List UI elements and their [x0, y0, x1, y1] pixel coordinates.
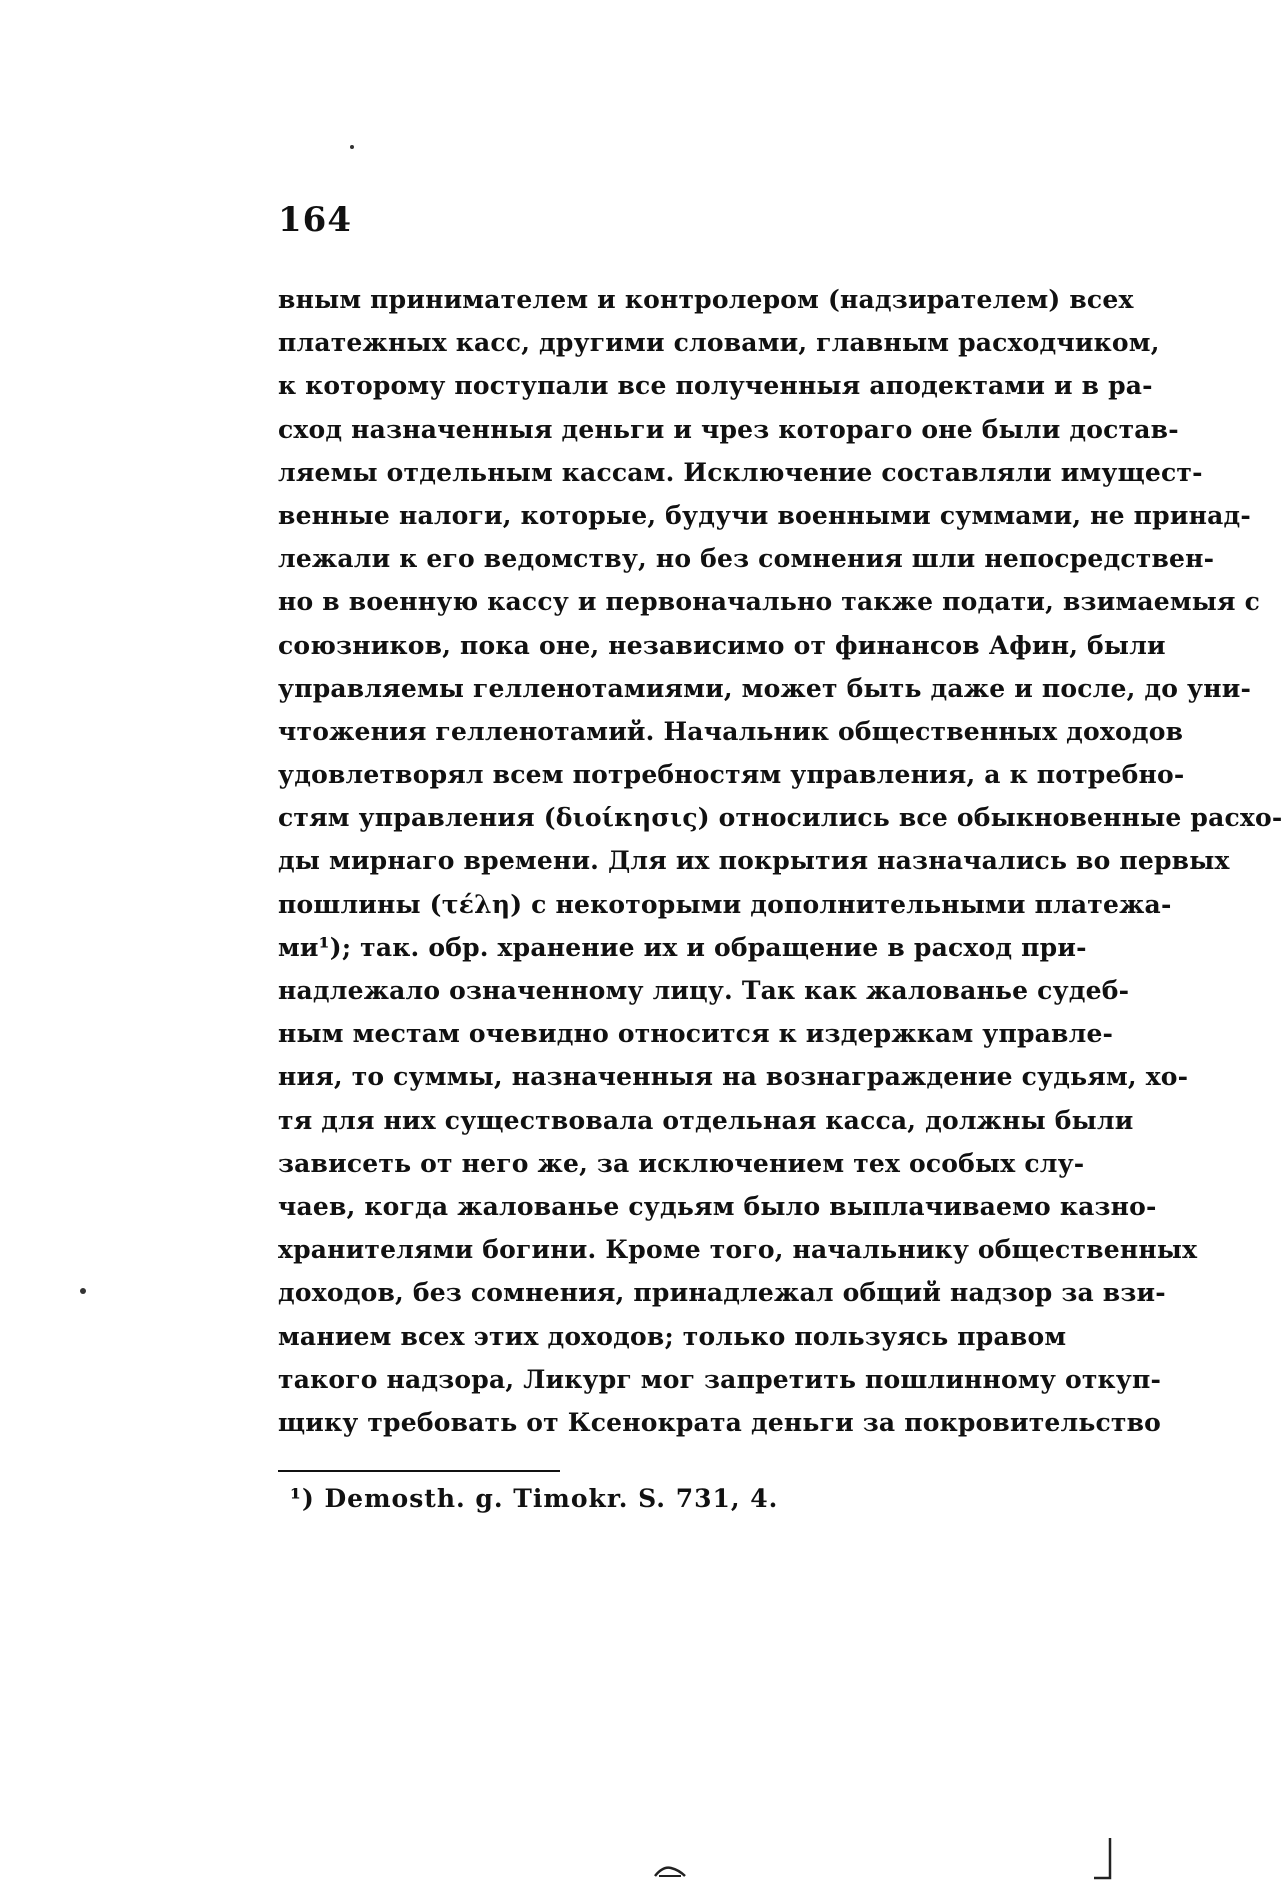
- page-speck: [80, 1288, 86, 1294]
- text-line: надлежало означенному лицу. Так как жалованье судеб-: [278, 976, 1130, 1005]
- text-line: хранителями богини. Кроме того, начальнику общественных: [278, 1235, 1198, 1265]
- body-text: [278, 278, 1282, 1444]
- text-line: вным принимателем и контролером (надзирателем) всех: [278, 285, 1134, 314]
- text-line: ния, то суммы, назначенныя на вознаграждение судьям, хо-: [278, 1062, 1189, 1092]
- text-line: ляемы отдельным кассам. Исключение составляли имущест-: [278, 457, 1203, 487]
- text-line: к которому поступали все полученныя аподектами и в ра-: [278, 371, 1153, 401]
- text-line: ным местам очевидно относится к издержкам управле-: [278, 1019, 1114, 1049]
- text-line: ми¹); так. обр. хранение их и обращение в расход при-: [278, 932, 1087, 962]
- text-line: сход назначенныя деньги и чрез котораго оне были достав-: [278, 414, 1179, 444]
- text-line: союзников, пока оне, независимо от финансов Афин, были: [278, 630, 1166, 660]
- text-line: чаев, когда жалованье судьям было выплачиваемо казно-: [278, 1191, 1157, 1221]
- scan-mark: [653, 1864, 687, 1878]
- page-number: 164: [278, 200, 352, 240]
- scan-edge-mark: [1090, 1834, 1120, 1884]
- text-line: управляемы гелленотамиями, может быть даже и после, до уни-: [278, 673, 1252, 703]
- text-line: удовлетворял всем потребностям управления, а к потребно-: [278, 760, 1185, 790]
- text-line: щику требовать от Ксенократа деньги за покровительство: [278, 1407, 1162, 1437]
- text-line: пошлины (τέλη) с некоторыми дополнительными платежа-: [278, 889, 1172, 919]
- text-line: такого надзора, Ликург мог запретить пошлинному откуп-: [278, 1364, 1162, 1394]
- text-line: тя для них существовала отдельная касса, должны были: [278, 1105, 1134, 1135]
- text-line: венные налоги, которые, будучи военными суммами, не принад-: [278, 500, 1251, 530]
- footnote-divider: [278, 1470, 560, 1472]
- text-line: чтожения гелленотамий. Начальник общественных доходов: [278, 716, 1184, 746]
- page-speck: [350, 145, 354, 149]
- text-line: но в военную кассу и первоначально также подати, взимаемыя с: [278, 587, 1261, 617]
- text-line: манием всех этих доходов; только пользуясь правом: [278, 1321, 1067, 1351]
- text-line: стям управления (διοίκησις) относились все обыкновенные расхо-: [278, 803, 1282, 833]
- text-line: платежных касс, другими словами, главным расходчиком,: [278, 328, 1160, 358]
- text-line: зависеть от него же, за исключением тех особых слу-: [278, 1148, 1085, 1178]
- text-line: лежали к его ведомству, но без сомнения шли непосредствен-: [278, 544, 1215, 574]
- text-line: ды мирнаго времени. Для их покрытия назначались во первых: [278, 846, 1230, 876]
- text-line: доходов, без сомнения, принадлежал общий надзор за взи-: [278, 1278, 1166, 1308]
- footnote: ¹) Demosth. g. Timokr. S. 731, 4.: [290, 1484, 779, 1513]
